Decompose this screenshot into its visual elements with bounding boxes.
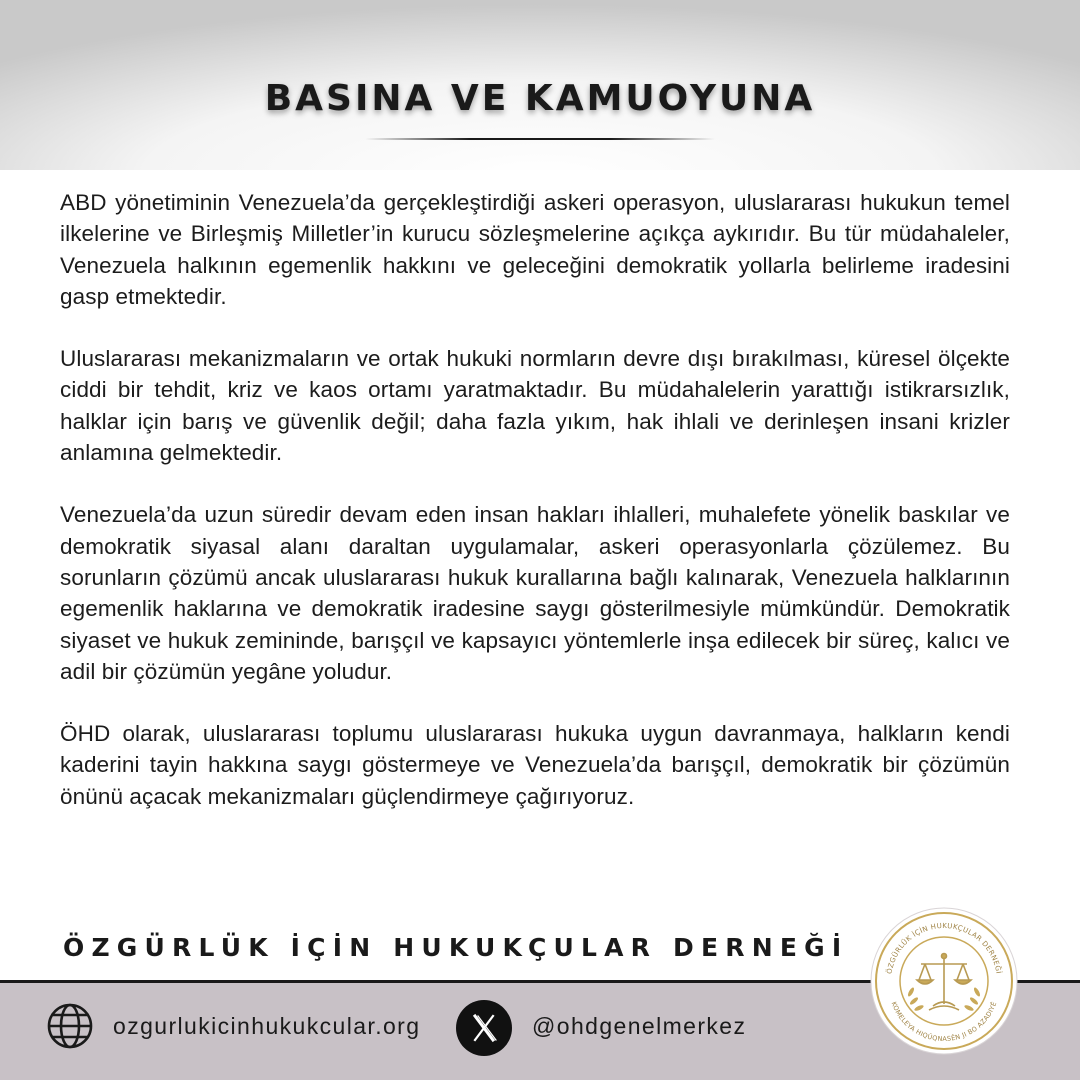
- website-link[interactable]: ozgurlukicinhukukcular.org: [113, 1013, 421, 1039]
- x-glyph: [456, 1000, 512, 1056]
- organization-seal: [869, 906, 1019, 1056]
- svg-text:ÖZGÜRLÜK İÇİN HUKUKÇULAR DERNE: ÖZGÜRLÜK İÇİN HUKUKÇULAR DERNEĞİ: [885, 921, 1003, 975]
- page-title: BASINA VE KAMUOYUNA: [264, 78, 816, 119]
- globe-icon: [46, 1002, 94, 1050]
- paragraph-4: ÖHD olarak, uluslararası toplumu uluslararası hukuka uygun davranmaya, halkların kendi kaderini tayin hakkına saygı göstermeye ve Venezuela’da barışçıl, demokratik bir çözümün önünü açacak mekanizmaları güçlendirmeye çağırıyoruz.: [60, 721, 1010, 809]
- statement-body: [60, 187, 1010, 843]
- paragraph-3: Venezuela’da uzun süredir devam eden insan hakları ihlalleri, muhalefete yönelik baskılar ve demokratik siyasal alanı daraltan uygulamalar, askeri operasyonlarla çözülemez. Bu sorunların çözümü ancak uluslararası hukuk kurallarına bağlı kalınarak, Venezuela halklarının egemenlik haklarına ve demokratik iradesine saygı gösterilmesiyle mümkündür. Demokratik siyaset ve hukuk zemininde, barışçıl ve kapsayıcı yöntemlerle inşa edilecek bir süreç, kalıcı ve adil bir çözümün yegâne yoludur.: [60, 502, 1010, 684]
- x-logo-icon[interactable]: [456, 1000, 512, 1056]
- paragraph-1: ABD yönetiminin Venezuela’da gerçekleştirdiği askeri operasyon, uluslararası hukukun temel ilkelerine ve Birleşmiş Milletler’in kurucu sözleşmelerine açıkça aykırıdır. Bu tür müdahaleler, Venezuela halkının egemenlik hakkını ve geleceğini demokratik yollarla belirleme iradesini gasp etmektedir.: [60, 190, 1010, 309]
- organization-name: ÖZGÜRLÜK İÇİN HUKUKÇULAR DERNEĞİ: [63, 933, 849, 962]
- title-divider: [365, 138, 715, 140]
- x-handle-link[interactable]: @ohdgenelmerkez: [532, 1013, 747, 1039]
- svg-text:KOMELEYA HIQÛQNASÊN JI BO AZAD: KOMELEYA HIQÛQNASÊN JI BO AZADIYÊ: [889, 1000, 999, 1044]
- paragraph-2: Uluslararası mekanizmaların ve ortak hukuki normların devre dışı bırakılması, küresel ölçekte ciddi bir tehdit, kriz ve kaos ortamı yaratmaktadır. Bu müdahalelerin yarattığı istikrarsızlık, halklar için barış ve güvenlik değil; daha fazla yıkım, hak ihlali ve derinleşen insani krizler anlamına gelmektedir.: [60, 346, 1010, 466]
